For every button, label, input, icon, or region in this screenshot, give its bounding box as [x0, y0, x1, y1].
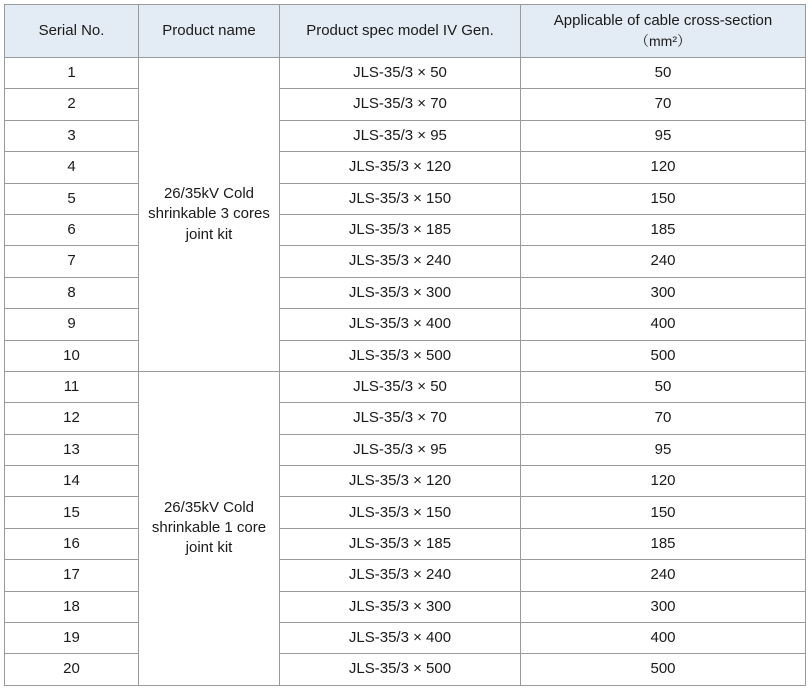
cell-cross-section: 70	[521, 403, 806, 434]
cell-serial: 18	[5, 591, 139, 622]
table-row	[5, 183, 806, 214]
cell-cross-section: 120	[521, 466, 806, 497]
cell-spec-model: JLS-35/3 × 185	[280, 528, 521, 559]
cell-spec-model: JLS-35/3 × 300	[280, 277, 521, 308]
cell-serial: 17	[5, 560, 139, 591]
cell-spec-model: JLS-35/3 × 400	[280, 623, 521, 654]
cell-serial: 12	[5, 403, 139, 434]
cell-serial: 4	[5, 152, 139, 183]
column-header-cross-section-main: Applicable of cable cross-section	[553, 12, 773, 30]
cell-serial: 9	[5, 309, 139, 340]
cell-serial: 1	[5, 58, 139, 89]
cell-cross-section: 150	[521, 183, 806, 214]
table-header-row	[5, 5, 806, 58]
table-row	[5, 120, 806, 151]
cell-spec-model: JLS-35/3 × 70	[280, 89, 521, 120]
cell-serial: 10	[5, 340, 139, 371]
cell-cross-section: 500	[521, 340, 806, 371]
column-header-spec-model: Product spec model IV Gen.	[280, 5, 521, 58]
cell-spec-model: JLS-35/3 × 400	[280, 309, 521, 340]
table-body	[5, 58, 806, 686]
product-spec-table	[4, 4, 806, 686]
cell-cross-section: 95	[521, 120, 806, 151]
cell-spec-model: JLS-35/3 × 70	[280, 403, 521, 434]
cell-cross-section: 185	[521, 528, 806, 559]
cell-serial: 20	[5, 654, 139, 685]
cell-product-name: 26/35kV Cold shrinkable 3 cores joint kit	[139, 58, 280, 372]
cell-spec-model: JLS-35/3 × 185	[280, 214, 521, 245]
column-header-cross-section-unit: （mm²）	[635, 32, 691, 49]
table-row	[5, 340, 806, 371]
cell-spec-model: JLS-35/3 × 240	[280, 246, 521, 277]
column-header-serial: Serial No.	[5, 5, 139, 58]
table-row	[5, 497, 806, 528]
cell-cross-section: 120	[521, 152, 806, 183]
cell-cross-section: 185	[521, 214, 806, 245]
cell-spec-model: JLS-35/3 × 95	[280, 434, 521, 465]
table-header	[5, 5, 806, 58]
table-row	[5, 246, 806, 277]
cell-serial: 2	[5, 89, 139, 120]
cell-spec-model: JLS-35/3 × 240	[280, 560, 521, 591]
cell-spec-model: JLS-35/3 × 300	[280, 591, 521, 622]
cell-cross-section: 95	[521, 434, 806, 465]
table-row	[5, 466, 806, 497]
table-row	[5, 654, 806, 685]
cell-spec-model: JLS-35/3 × 150	[280, 497, 521, 528]
column-header-product-name: Product name	[139, 5, 280, 58]
table-row	[5, 89, 806, 120]
cell-serial: 6	[5, 214, 139, 245]
cell-spec-model: JLS-35/3 × 50	[280, 58, 521, 89]
column-header-cross-section	[521, 5, 806, 58]
table-row	[5, 403, 806, 434]
cell-cross-section: 70	[521, 89, 806, 120]
table-row	[5, 371, 806, 402]
cell-serial: 11	[5, 371, 139, 402]
cell-spec-model: JLS-35/3 × 150	[280, 183, 521, 214]
cell-spec-model: JLS-35/3 × 95	[280, 120, 521, 151]
cell-serial: 3	[5, 120, 139, 151]
cell-cross-section: 50	[521, 58, 806, 89]
cell-cross-section: 150	[521, 497, 806, 528]
cell-product-name: 26/35kV Cold shrinkable 1 core joint kit	[139, 371, 280, 685]
cell-cross-section: 240	[521, 246, 806, 277]
table-row	[5, 591, 806, 622]
table-row	[5, 277, 806, 308]
cell-serial: 5	[5, 183, 139, 214]
table-row	[5, 58, 806, 89]
cell-serial: 14	[5, 466, 139, 497]
cell-cross-section: 300	[521, 591, 806, 622]
table-row	[5, 434, 806, 465]
table-row	[5, 623, 806, 654]
cell-cross-section: 50	[521, 371, 806, 402]
table-row	[5, 309, 806, 340]
cell-serial: 16	[5, 528, 139, 559]
cell-serial: 19	[5, 623, 139, 654]
cell-spec-model: JLS-35/3 × 120	[280, 466, 521, 497]
cell-spec-model: JLS-35/3 × 500	[280, 654, 521, 685]
cell-cross-section: 400	[521, 309, 806, 340]
cell-cross-section: 400	[521, 623, 806, 654]
cell-serial: 8	[5, 277, 139, 308]
table-row	[5, 214, 806, 245]
cell-cross-section: 500	[521, 654, 806, 685]
cell-cross-section: 240	[521, 560, 806, 591]
cell-serial: 15	[5, 497, 139, 528]
cell-spec-model: JLS-35/3 × 50	[280, 371, 521, 402]
cell-serial: 7	[5, 246, 139, 277]
cell-spec-model: JLS-35/3 × 500	[280, 340, 521, 371]
table-row	[5, 528, 806, 559]
cell-serial: 13	[5, 434, 139, 465]
cell-spec-model: JLS-35/3 × 120	[280, 152, 521, 183]
table-row	[5, 152, 806, 183]
cell-cross-section: 300	[521, 277, 806, 308]
table-row	[5, 560, 806, 591]
